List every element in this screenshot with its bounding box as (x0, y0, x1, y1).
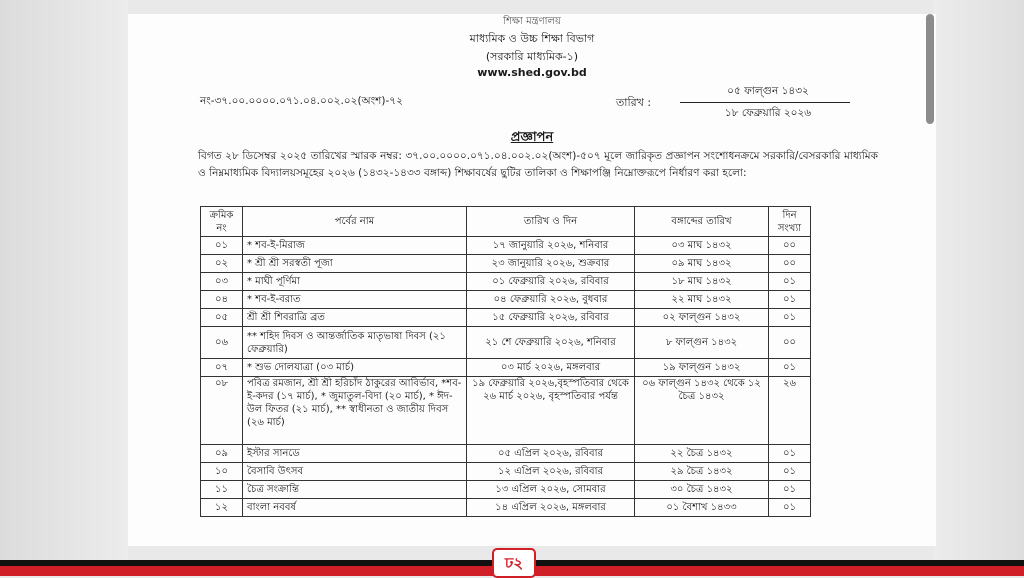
cell-bangla-date: ০৩ মাঘ ১৪৩২ (635, 237, 769, 255)
header-festival: পর্বের নাম (243, 207, 467, 237)
cell-days: ০১ (769, 481, 811, 499)
cell-date-day: ১৭ জানুয়ারি ২০২৬, শনিবার (467, 237, 635, 255)
background-right (934, 0, 1024, 560)
date-bangla: ০৫ ফাল্গুন ১৪৩২ (727, 85, 809, 97)
holiday-table (200, 206, 811, 517)
header-date-day: তারিখ ও দিন (467, 207, 635, 237)
notice-body: বিগত ২৮ ডিসেম্বর ২০২৫ তারিখের স্মারক নম্বর: ৩৭.০০.০০০০.০৭১.০৪.০০২.০২(অংশ)-৫০৭ মূলে জারিকৃত প্রজ্ঞাপন সংশোধনক্রমে সরকারি/বেসরকারি মাধ্যমিক ও নিম্নমাধ্যমিক বিদ্যালয়সমূহের ২০২৬ (১৪৩২-১৪৩৩ বঙ্গাব্দ) শিক্ষাবর্ষের ছুটির তালিকা ও শিক্ষাপঞ্জি নিম্নোক্তরূপে নির্ধারণ করা হলো: (198, 150, 878, 179)
cell-bangla-date: ৮ ফাল্গুন ১৪৩২ (635, 327, 769, 359)
cell-serial: ১২ (201, 499, 243, 517)
table-row (201, 237, 811, 255)
date-english: ১৮ ফেব্রুয়ারি ২০২৬ (724, 107, 812, 119)
background-left (0, 0, 128, 560)
cell-days: ০১ (769, 291, 811, 309)
cell-festival: বৈসাবি উৎসব (243, 463, 467, 481)
cell-days: ০০ (769, 327, 811, 359)
table-row (201, 463, 811, 481)
header-serial: ক্রমিক নং (201, 207, 243, 237)
cell-serial: ০১ (201, 237, 243, 255)
cell-bangla-date: ০১ বৈশাখ ১৪৩৩ (635, 499, 769, 517)
header-bangla-date: বঙ্গাব্দের তারিখ (635, 207, 769, 237)
cell-festival: * শ্রী শ্রী সরস্বতী পূজা (243, 255, 467, 273)
cell-date-day: ০৫ এপ্রিল ২০২৬, রবিবার (467, 445, 635, 463)
cell-date-day: ২৩ জানুয়ারি ২০২৬, শুক্রবার (467, 255, 635, 273)
table-row (201, 445, 811, 463)
cell-festival: শ্রী শ্রী শিবরাত্রি ব্রত (243, 309, 467, 327)
table-row (201, 327, 811, 359)
cell-date-day: ২১ শে ফেব্রুয়ারি ২০২৬, শনিবার (467, 327, 635, 359)
cell-serial: ০৪ (201, 291, 243, 309)
cell-festival: বাংলা নববর্ষ (243, 499, 467, 517)
cell-festival: * শব-ই-বরাত (243, 291, 467, 309)
cell-festival: * শব-ই-মিরাজ (243, 237, 467, 255)
cell-serial: ০৮ (201, 377, 243, 445)
cell-festival: ** শহিদ দিবস ও আন্তর্জাতিক মাতৃভাষা দিবস (২১ ফেব্রুয়ারি) (243, 327, 467, 359)
document-page (128, 14, 936, 546)
cell-date-day: ০১ ফেব্রুয়ারি ২০২৬, রবিবার (467, 273, 635, 291)
cell-bangla-date: ২২ মাঘ ১৪৩২ (635, 291, 769, 309)
table-header-row (201, 207, 811, 237)
cell-date-day: ১৫ ফেব্রুয়ারি ২০২৬, রবিবার (467, 309, 635, 327)
ministry-name: শিক্ষা মন্ত্রণালয় (503, 16, 561, 27)
cell-days: ০০ (769, 255, 811, 273)
cell-serial: ০৫ (201, 309, 243, 327)
cell-serial: ০৩ (201, 273, 243, 291)
cell-date-day: ১৩ এপ্রিল ২০২৬, সোমবার (467, 481, 635, 499)
cell-days: ০১ (769, 359, 811, 377)
cell-days: ০১ (769, 445, 811, 463)
cell-bangla-date: ২৯ চৈত্র ১৪৩২ (635, 463, 769, 481)
cell-serial: ০৬ (201, 327, 243, 359)
cell-days: ০১ (769, 273, 811, 291)
date-divider (680, 102, 850, 103)
cell-date-day: ১২ এপ্রিল ২০২৬, রবিবার (467, 463, 635, 481)
cell-date-day: ১৪ এপ্রিল ২০২৬, মঙ্গলবার (467, 499, 635, 517)
table-row (201, 377, 811, 445)
cell-bangla-date: ১৯ ফাল্গুন ১৪৩২ (635, 359, 769, 377)
notice-title: প্রজ্ঞাপন (510, 130, 554, 145)
cell-days: ০১ (769, 463, 811, 481)
cell-festival: ইস্টার সানডে (243, 445, 467, 463)
cell-bangla-date: ০২ ফাল্গুন ১৪৩২ (635, 309, 769, 327)
cell-days: ০০ (769, 237, 811, 255)
cell-days: ০১ (769, 499, 811, 517)
cell-festival: পবিত্র রমজান, শ্রী শ্রী হরিচাঁদ ঠাকুরের আবির্ভাব, *শব-ই-কদর (১৭ মার্চ), * জুমাতুল-বিদা (২০ মার্চ), * ঈদ-উল ফিতর (২১ মার্চ), ** স্বাধীনতা ও জাতীয় দিবস (২৬ মার্চ) (243, 377, 467, 445)
cell-serial: ০৭ (201, 359, 243, 377)
cell-days: ০১ (769, 309, 811, 327)
cell-bangla-date: ৩০ চৈত্র ১৪৩২ (635, 481, 769, 499)
table-row (201, 291, 811, 309)
section-name: (সরকারি মাধ্যমিক-১) (485, 50, 579, 63)
table-row (201, 309, 811, 327)
cell-serial: ১০ (201, 463, 243, 481)
cell-serial: ০৯ (201, 445, 243, 463)
table-row (201, 481, 811, 499)
cell-serial: ০২ (201, 255, 243, 273)
cell-bangla-date: ০৬ ফাল্গুন ১৪৩২ থেকে ১২ চৈত্র ১৪৩২ (635, 377, 769, 445)
cell-festival: চৈত্র সংক্রান্তি (243, 481, 467, 499)
header-days: দিন সংখ্যা (769, 207, 811, 237)
table-row (201, 499, 811, 517)
cell-date-day: ০৩ মার্চ ২০২৬, মঙ্গলবার (467, 359, 635, 377)
cell-date-day: ১৯ ফেব্রুয়ারি ২০২৬,বৃহস্পতিবার থেকে ২৬ মার্চ ২০২৬, বৃহস্পতিবার পর্যন্ত (467, 377, 635, 445)
table-row (201, 273, 811, 291)
brand-logo: ঢ২ (492, 548, 536, 578)
reference-number: নং-৩৭.০০.০০০০.০৭১.০৪.০০২.০২(অংশ)-৭২ (200, 95, 403, 107)
document-scrollbar[interactable] (926, 14, 934, 124)
cell-serial: ১১ (201, 481, 243, 499)
cell-festival: * শুভ দোলযাত্রা (০৩ মার্চ) (243, 359, 467, 377)
table-row (201, 255, 811, 273)
cell-bangla-date: ০৯ মাঘ ১৪৩২ (635, 255, 769, 273)
cell-festival: * মাঘী পূর্ণিমা (243, 273, 467, 291)
date-label: তারিখ : (616, 96, 652, 109)
cell-bangla-date: ১৮ মাঘ ১৪৩২ (635, 273, 769, 291)
division-name: মাধ্যমিক ও উচ্চ শিক্ষা বিভাগ (469, 32, 595, 45)
table-row (201, 359, 811, 377)
website-link[interactable]: www.shed.gov.bd (477, 66, 587, 79)
cell-days: ২৬ (769, 377, 811, 445)
cell-bangla-date: ২২ চৈত্র ১৪৩২ (635, 445, 769, 463)
cell-date-day: ০৪ ফেব্রুয়ারি ২০২৬, বুধবার (467, 291, 635, 309)
